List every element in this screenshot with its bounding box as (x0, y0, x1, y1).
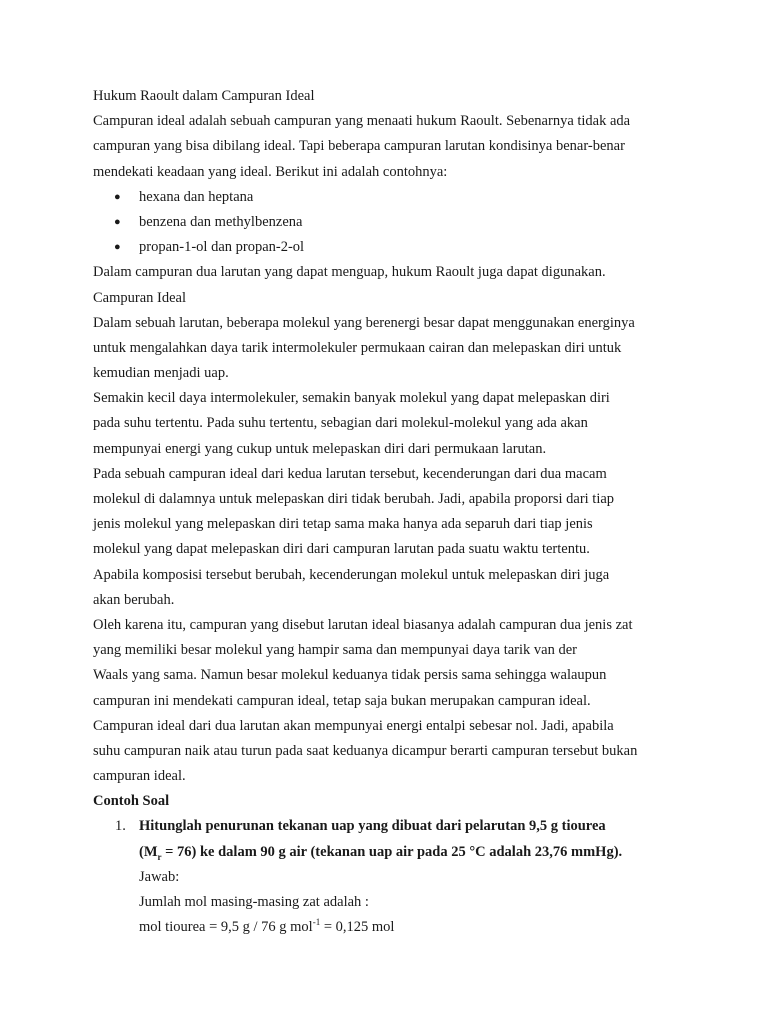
paragraph-line: suhu campuran naik atau turun pada saat keduanya dicampur berarti campuran tersebut bukan (93, 742, 638, 759)
bullet-icon: ● (114, 190, 121, 203)
answer-line: mol tiourea = 9,5 g / 76 g mol$^{-1}$ = 0,125 mol (139, 917, 395, 936)
paragraph-line: mempunyai energi yang cukup untuk melepaskan diri dari permukaan larutan. (93, 440, 547, 457)
problem-item (93, 814, 678, 839)
paragraph-line: campuran ini mendekati campuran ideal, tetap saja bukan merupakan campuran ideal. (93, 692, 591, 709)
paragraph-line: Pada sebuah campuran ideal dari kedua larutan tersebut, kecenderungan dari dua macam (93, 465, 607, 482)
bullet-text: benzena dan methylbenzena (139, 213, 303, 230)
paragraph-line: Waals yang sama. Namun besar molekul keduanya tidak persis sama sehingga walaupun (93, 667, 607, 684)
bullet-icon: ● (114, 241, 121, 254)
paragraph-line: kemudian menjadi uap. (93, 365, 229, 382)
paragraph-line: Dalam sebuah larutan, beberapa molekul yang berenergi besar dapat menggunakan energinya (93, 314, 635, 331)
paragraph-line: yang memiliki besar molekul yang hampir sama dan mempunyai daya tarik van der (93, 642, 577, 659)
intro-line: campuran yang bisa dibilang ideal. Tapi beberapa campuran larutan kondisinya benar-benar (93, 138, 625, 155)
bullet-item (93, 235, 678, 260)
paragraph-line: Apabila komposisi tersebut berubah, kecenderungan molekul untuk melepaskan diri juga (93, 566, 610, 583)
bullet-item (93, 185, 678, 210)
answer-line: Jumlah mol masing-masing zat adalah : (139, 894, 369, 910)
paragraph-line: campuran ideal. (93, 768, 186, 785)
problem-number: 1. (115, 818, 126, 835)
paragraph-line: akan berubah. (93, 591, 175, 608)
paragraph-line: Semakin kecil daya intermolekuler, semakin banyak molekul yang dapat melepaskan diri (93, 390, 610, 407)
paragraph-line: Dalam campuran dua larutan yang dapat menguap, hukum Raoult juga dapat digunakan. (93, 264, 606, 281)
paragraph-line: untuk mengalahkan daya tarik intermolekuler permukaan cairan dan melepaskan diri untuk (93, 339, 622, 356)
paragraph-line: Oleh karena itu, campuran yang disebut larutan ideal biasanya adalah campuran dua jenis zat (93, 616, 633, 633)
paragraph-line: molekul di dalamnya untuk melepaskan diri tidak berubah. Jadi, apabila proporsi dari tiap (93, 491, 615, 507)
document-body (93, 84, 678, 940)
bullet-text: hexana dan heptana (139, 188, 254, 205)
intro-line: Campuran ideal adalah sebuah campuran yang menaati hukum Raoult. Sebenarnya tidak ada (93, 113, 631, 130)
paragraph-line: Campuran ideal dari dua larutan akan mempunyai energi entalpi sebesar nol. Jadi, apabila (93, 717, 614, 734)
answer-label: Jawab: (139, 868, 180, 885)
problem-text: Hitunglah penurunan tekanan uap yang dibuat dari pelarutan 9,5 g tiourea (139, 818, 606, 835)
example-heading: Contoh Soal (93, 793, 170, 810)
paragraph-line: pada suhu tertentu. Pada suhu tertentu, sebagian dari molekul-molekul yang ada akan (93, 415, 588, 432)
intro-line: mendekati keadaan yang ideal. Berikut ini adalah contohnya: (93, 163, 448, 180)
bullet-text: propan-1-ol dan propan-2-ol (139, 239, 305, 256)
paragraph-line: jenis molekul yang melepaskan diri tetap sama maka hanya ada separuh dari tiap jenis (93, 516, 593, 533)
doc-title: Hukum Raoult dalam Campuran Ideal (93, 88, 315, 104)
bullet-item (93, 210, 678, 235)
section-heading: Campuran Ideal (93, 289, 187, 306)
bullet-icon: ● (114, 215, 121, 228)
problem-text-continued: $(M_r = 76)$ ke dalam 90 g air (tekanan uap air pada 25 °C adalah 23,76 mmHg). (139, 843, 623, 862)
paragraph-line: molekul yang dapat melepaskan diri dari campuran larutan pada suatu waktu tertentu. (93, 541, 590, 558)
